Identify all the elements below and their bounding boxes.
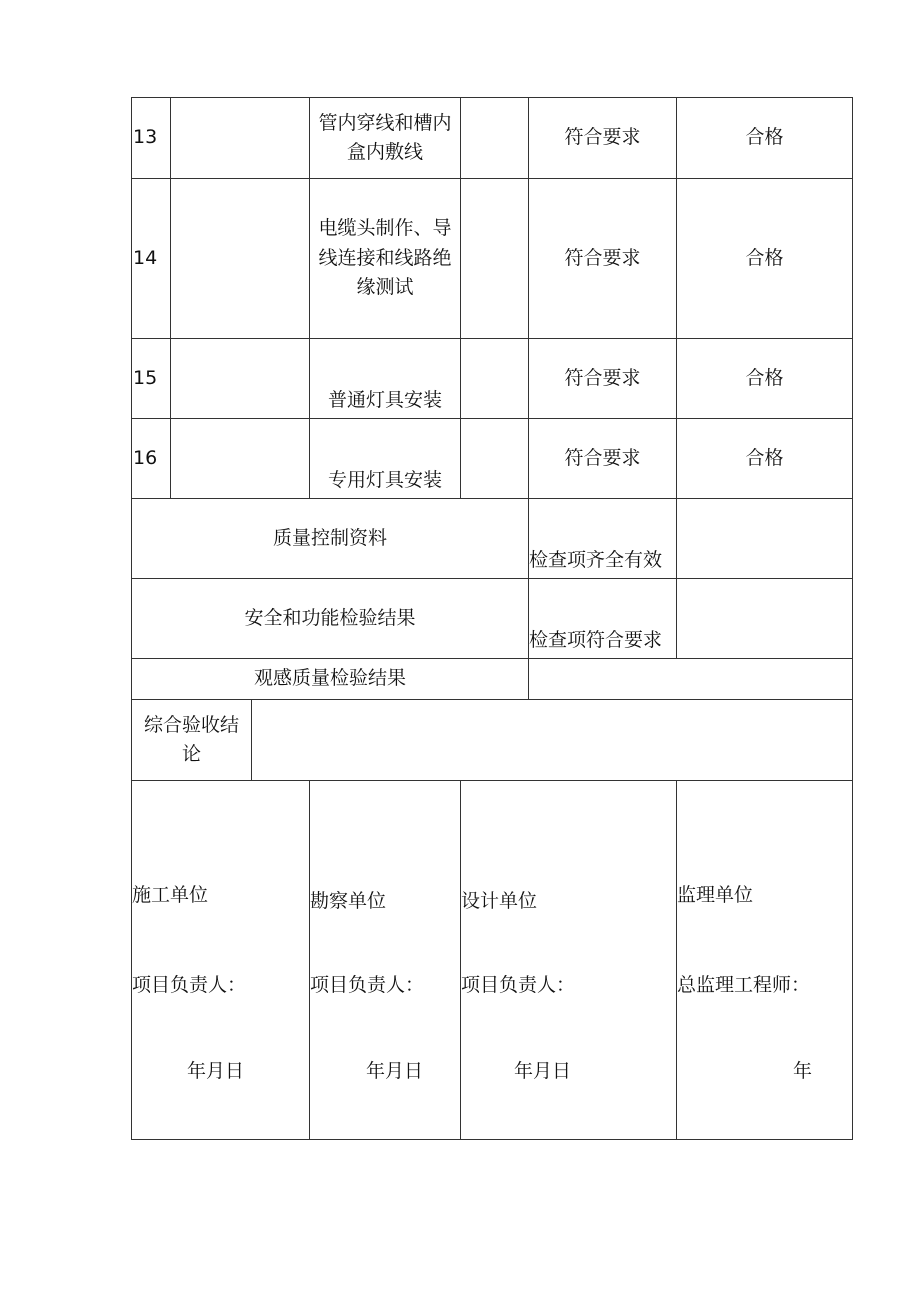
result-status: 合格 xyxy=(677,179,853,339)
appearance-label: 观感质量检验结果 xyxy=(132,659,529,700)
result-status: 合格 xyxy=(677,419,853,499)
empty-cell xyxy=(171,419,310,499)
row-number: 15 xyxy=(132,339,171,419)
empty-cell xyxy=(171,98,310,179)
signature-date: 年 xyxy=(793,1060,813,1082)
signature-person: 项目负责人： xyxy=(461,974,576,996)
empty-cell xyxy=(677,499,853,579)
empty-cell xyxy=(461,339,529,419)
table-row xyxy=(132,179,853,339)
signature-unit: 勘察单位 xyxy=(310,890,387,912)
row-number: 14 xyxy=(132,179,171,339)
signature-unit: 监理单位 xyxy=(677,884,754,906)
conclusion-label: 综合验收结论 xyxy=(132,700,252,780)
signature-date: 年月日 xyxy=(514,1060,572,1082)
row-number: 13 xyxy=(132,98,171,179)
signature-date: 年月日 xyxy=(187,1060,245,1082)
result-status: 合格 xyxy=(677,339,853,419)
signature-construction xyxy=(132,781,310,1140)
signature-person: 项目负责人： xyxy=(310,974,425,996)
requirement-status: 符合要求 xyxy=(529,98,677,179)
inspection-item: 专用灯具安装 xyxy=(310,419,461,499)
table-row xyxy=(132,419,853,499)
empty-cell xyxy=(171,179,310,339)
signature-person: 项目负责人： xyxy=(132,974,247,996)
signature-row xyxy=(132,781,853,1140)
requirement-status: 符合要求 xyxy=(529,179,677,339)
empty-cell xyxy=(461,98,529,179)
signature-person: 总监理工程师： xyxy=(677,974,811,996)
requirement-status: 符合要求 xyxy=(529,419,677,499)
signature-unit: 设计单位 xyxy=(461,890,538,912)
signature-date: 年月日 xyxy=(366,1060,424,1082)
empty-cell xyxy=(461,419,529,499)
empty-cell xyxy=(677,579,853,659)
signature-supervision xyxy=(677,781,853,1140)
appearance-row xyxy=(132,659,853,700)
row-number: 16 xyxy=(132,419,171,499)
inspection-item: 管内穿线和槽内盒内敷线 xyxy=(310,98,461,179)
table-row xyxy=(132,98,853,179)
quality-docs-value: 检查项齐全有效 xyxy=(529,499,677,579)
safety-function-label: 安全和功能检验结果 xyxy=(132,579,529,659)
requirement-status: 符合要求 xyxy=(529,339,677,419)
safety-function-row xyxy=(132,579,853,659)
safety-function-value: 检查项符合要求 xyxy=(529,579,677,659)
conclusion-value xyxy=(253,700,852,780)
empty-cell xyxy=(171,339,310,419)
conclusion-row xyxy=(132,700,853,781)
quality-docs-row xyxy=(132,499,853,579)
result-status: 合格 xyxy=(677,98,853,179)
signature-survey xyxy=(310,781,461,1140)
conclusion-cell xyxy=(132,700,853,781)
signature-design xyxy=(461,781,677,1140)
table-row xyxy=(132,339,853,419)
inspection-item: 普通灯具安装 xyxy=(310,339,461,419)
signature-unit: 施工单位 xyxy=(132,884,209,906)
acceptance-table xyxy=(131,97,853,1140)
appearance-value xyxy=(529,659,853,700)
quality-docs-label: 质量控制资料 xyxy=(132,499,529,579)
empty-cell xyxy=(461,179,529,339)
inspection-item: 电缆头制作、导线连接和线路绝缘测试 xyxy=(310,179,461,339)
